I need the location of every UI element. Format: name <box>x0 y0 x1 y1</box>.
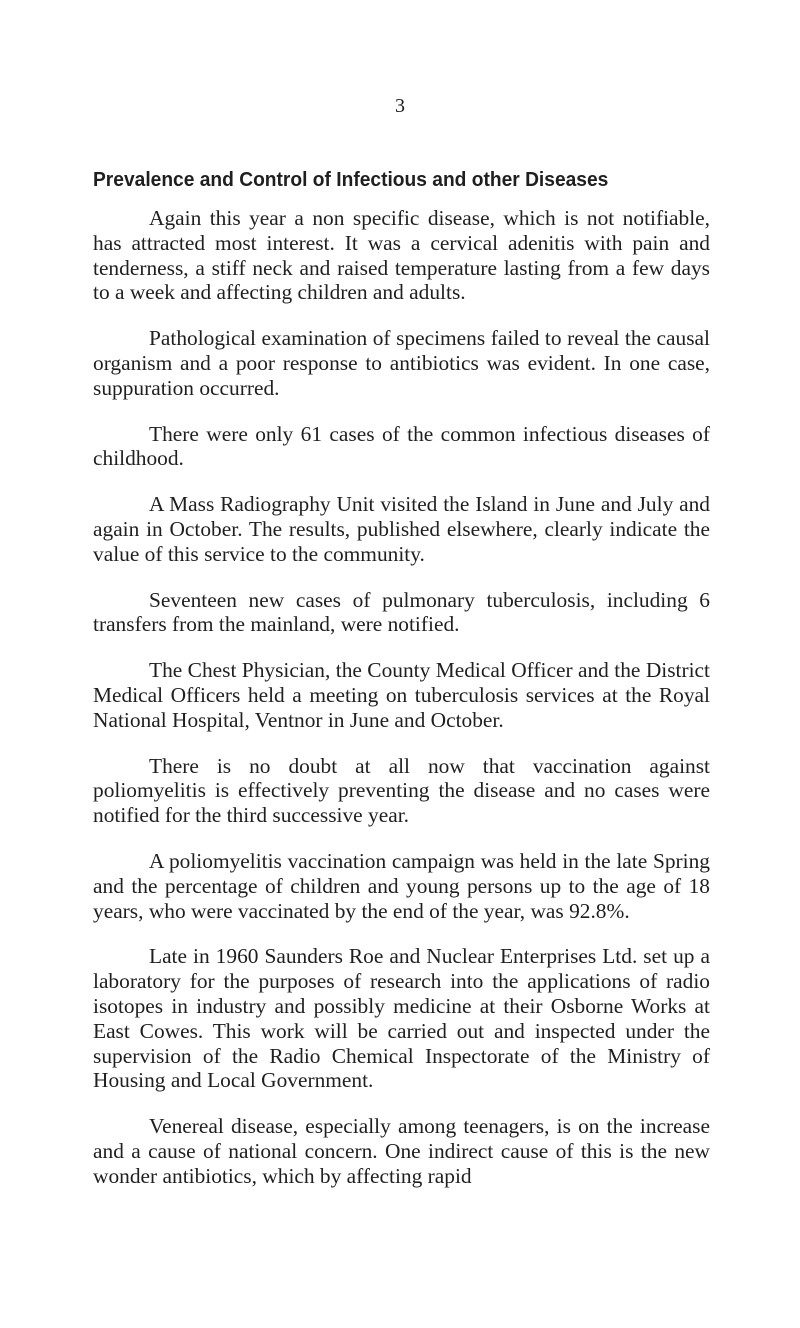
body-text <box>93 206 710 1189</box>
paragraph-vaccination-campaign: A poliomyelitis vaccination campaign was held in the late Spring and the percentage of children and young persons up to the age of 18 years, who were vaccinated by the end of the year, was 92.8%. <box>93 848 710 923</box>
paragraph-venereal-disease: Venereal disease, especially among teenagers, is on the increase and a cause of national concern. One indirect cause of this is the new wonder antibiotics, which by affecting rapid <box>93 1114 710 1188</box>
paragraph-pathological-examination: Pathological examination of specimens failed to reveal the causal organism and a poor response to antibiotics was evident. In one case, suppuration occurred. <box>93 326 710 400</box>
paragraph-childhood-diseases: There were only 61 cases of the common infectious diseases of childhood. <box>93 421 710 471</box>
paragraph-nonspecific-disease: Again this year a non specific disease, which is not notifiable, has attracted most interest. It was a cervical adenitis with pain and tenderness, a stiff neck and raised temperature lasting from a few days to a week and affecting children and adults. <box>93 206 710 305</box>
paragraph-mass-radiography: A Mass Radiography Unit visited the Island in June and July and again in October. The results, published elsewhere, clearly indicate the value of this service to the community. <box>93 492 710 566</box>
page-number: 3 <box>395 95 405 117</box>
paragraph-chest-physician-meeting: The Chest Physician, the County Medical Officer and the District Medical Officers held a meeting on tuberculosis services at the Royal National Hospital, Ventnor in June and October. <box>93 658 710 732</box>
paragraph-pulmonary-tuberculosis: Seventeen new cases of pulmonary tuberculosis, including 6 transfers from the mainland, were notified. <box>93 587 710 637</box>
paragraph-radio-isotopes-laboratory: Late in 1960 Saunders Roe and Nuclear Enterprises Ltd. set up a laboratory for the purposes of research into the applications of radio isotopes in industry and possibly medicine at their Osborne Works at East Cowes. This work will be carried out and inspected under the supervision of the Radio Chemical Inspectorate of the Ministry of Housing and Local Government. <box>93 944 710 1093</box>
section-heading: Prevalence and Control of Infectious and other Diseases <box>93 169 609 191</box>
paragraph-poliomyelitis-prevention: There is no doubt at all now that vaccination against poliomyelitis is effectively preventing the disease and no cases were notified for the third successive year. <box>93 753 710 828</box>
